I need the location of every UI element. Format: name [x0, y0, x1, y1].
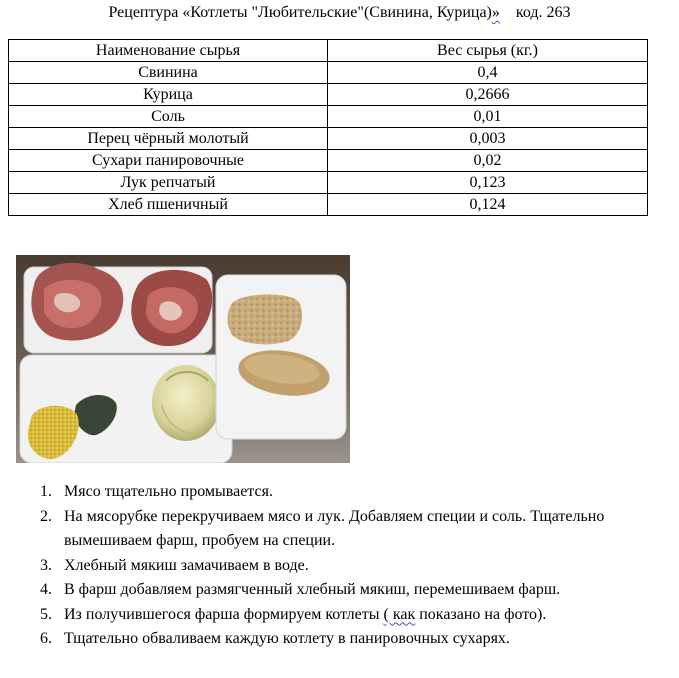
step-text: Из получившегося фарша формируем котлеты	[64, 605, 384, 623]
ingredient-name: Соль	[9, 106, 328, 128]
ingredient-name: Курица	[9, 84, 328, 106]
ingredient-name: Хлеб пшеничный	[9, 194, 328, 216]
step-text: В фарш добавляем размягченный хлебный мякиш, перемешиваем фарш.	[64, 581, 561, 598]
list-item	[18, 554, 658, 579]
breadcrumbs-cutlet-tray	[216, 275, 346, 439]
step-number: 2.	[40, 507, 52, 525]
ingredient-weight: 0,123	[328, 172, 648, 194]
step-text: показано на фото).	[415, 605, 547, 623]
ingredient-weight: 0,124	[328, 194, 648, 216]
header-ingredient-weight: Вес сырья (кг.)	[328, 40, 648, 62]
list-item	[18, 480, 658, 505]
cooking-steps-list	[18, 480, 658, 652]
ingredient-weight: 0,2666	[328, 84, 648, 106]
table-row	[9, 150, 648, 172]
list-item	[18, 505, 658, 554]
step-number: 4.	[40, 581, 52, 598]
ingredients-table	[8, 39, 648, 216]
ingredient-weight: 0,02	[328, 150, 648, 172]
ingredient-name: Лук репчатый	[9, 172, 328, 194]
step-text: На мясорубке перекручиваем мясо и лук. Добавляем специи и соль. Тщательно вымешиваем фарш, пробуем на специи.	[64, 507, 605, 549]
ingredient-weight: 0,01	[328, 106, 648, 128]
spices-onion-tray	[20, 355, 232, 463]
step-text-spellcheck-phrase: ( как	[383, 605, 416, 623]
ingredient-weight: 0,003	[328, 128, 648, 150]
table-row	[9, 128, 648, 150]
step-text: Хлебный мякиш замачиваем в воде.	[64, 556, 309, 574]
recipe-title	[0, 3, 679, 23]
ingredient-name: Сухари панировочные	[9, 150, 328, 172]
ingredient-name: Свинина	[9, 62, 328, 84]
list-item	[18, 603, 658, 628]
ingredients-photo	[16, 255, 350, 463]
table-row	[9, 62, 648, 84]
list-item	[18, 627, 658, 652]
table-row	[9, 106, 648, 128]
step-number: 6.	[40, 630, 52, 647]
title-spellcheck-mark: »	[491, 4, 500, 21]
ingredient-weight: 0,4	[328, 62, 648, 84]
header-ingredient-name: Наименование сырья	[9, 40, 328, 62]
step-number: 3.	[40, 556, 52, 574]
step-text: Мясо тщательно промывается.	[64, 483, 273, 500]
step-number: 5.	[40, 605, 52, 623]
list-item	[18, 578, 658, 603]
step-number: 1.	[40, 483, 52, 500]
ingredient-name: Перец чёрный молотый	[9, 128, 328, 150]
recipe-code: код. 263	[515, 4, 571, 21]
table-row	[9, 84, 648, 106]
step-text: Тщательно обваливаем каждую котлету в панировочных сухарях.	[64, 630, 510, 647]
table-row	[9, 172, 648, 194]
table-row	[9, 194, 648, 216]
pork-tray	[24, 263, 212, 353]
title-text: Рецептура «Котлеты "Любительские"(Свинина, Курица)	[108, 4, 492, 21]
table-header-row	[9, 40, 648, 62]
